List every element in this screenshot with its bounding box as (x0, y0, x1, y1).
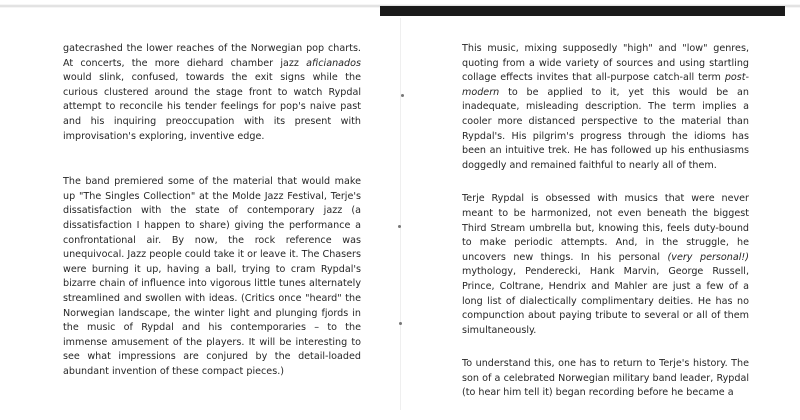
left-paragraph-2 (63, 175, 361, 379)
paper-speck (401, 94, 404, 97)
text-run: would slink, confused, towards the exit signs while the curious clustered around the stage front to watch Rypdal attempt to reconcile his tender feelings for pop's naive past and his inquiring preoccupation with its present with improvisation's exploring, inventive edge. (63, 72, 361, 142)
italic-run: (very personal!) (667, 251, 750, 263)
text-run: Terje Rypdal is obsessed with musics that were never meant to be harmonized, not even beneath the biggest Third Stream umbrella but, knowing this, feels duty-bound to make periodic attempts. And, in the struggle, he uncovers new things. In his personal (462, 193, 749, 263)
left-page-column (63, 42, 361, 398)
text-run: to be applied to it, yet this would be an inadequate, misleading description. The term implies a cooler more distanced perspective to the material than Rypdal's. His pilgrim's progress through the idioms has been an intuitive trek. He has followed up his enthusiasms doggedly and remained faithful to nearly all of them. (462, 86, 749, 171)
right-paragraph-3 (462, 357, 749, 401)
right-paragraph-2 (462, 192, 749, 338)
right-paragraph-1 (462, 42, 749, 173)
paper-speck (399, 322, 402, 325)
scan-dark-strip (380, 6, 785, 16)
text-run: gatecrashed the lower reaches of the Norwegian pop charts. At concerts, the more diehard chamber jazz (63, 43, 361, 69)
text-run: mythology, Penderecki, Hank Marvin, George Russell, Prince, Coltrane, Hendrix and Mahler are just a few of a long list of dialectically complimentary deities. He has no compunction about paying tribute to several or all of them simultaneously. (462, 266, 749, 336)
text-run: The band premiered some of the material that would make up "The Singles Collection" at the Molde Jazz Festival, Terje's dissatisfaction with the state of contemporary jazz (a dissatisfaction I happen to share) giving the performance a confrontational air. By now, the rock reference was unequivocal. Jazz people could take it or leave it. The Chasers were burning it up, having a ball, trying to cram Rypdal's bizarre chain of influence into vigorous little tunes alternately streamlined and swollen with ideas. (Critics once "heard" the Norwegian landscape, the winter light and plunging fjords in the music of Rypdal and his contemporaries – to the immense amusement of the players. It will be interesting to see what impressions are conjured by the detail-loaded abundant invention of these compact pieces.) (63, 176, 361, 377)
italic-run: post-modern (462, 72, 749, 98)
right-page-column (462, 42, 749, 420)
text-run: This music, mixing supposedly "high" and "low" genres, quoting from a wide variety of sources and using startling collage effects invites that all-purpose catch-all term (462, 43, 749, 84)
paper-speck (398, 225, 401, 228)
italic-run: aficianados (306, 57, 361, 69)
page-fold (400, 18, 401, 410)
left-paragraph-1 (63, 42, 361, 144)
text-run: To understand this, one has to return to Terje's history. The son of a celebrated Norwegian military band leader, Rypdal (to hear him tell it) began recording before he became a (462, 358, 749, 399)
